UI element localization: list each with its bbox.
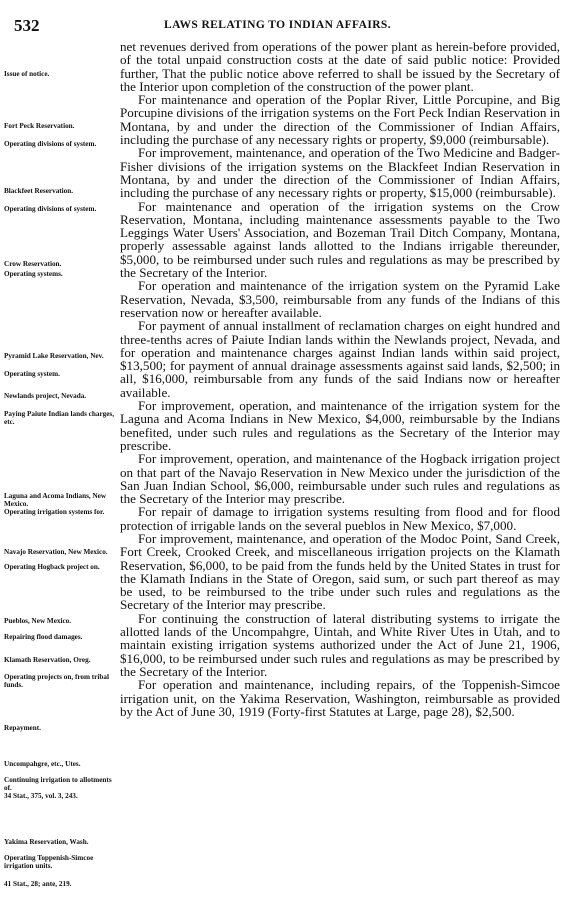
sidenote: Uncompahgre, etc., Utes. xyxy=(4,760,81,768)
paragraph: net revenues derived from operations of the power plant as herein-before provided, of the total unpaid construction costs at the date of said public notice: Provided further, That the public notice above referred to shall be issued by the Secretary of the Interior upon completion of the construction of the power plant. xyxy=(120,39,560,94)
sidenote: Operating divisions of system. xyxy=(4,205,97,213)
sidenote: Pyramid Lake Reservation, Nev. xyxy=(4,352,104,360)
sidenote: Yakima Reservation, Wash. xyxy=(4,838,89,846)
paragraph: For improvement, maintenance, and operation of the Modoc Point, Sand Creek, Fort Creek, Crooked Creek, and miscellaneous irrigation projects on the Klamath Reservation, $6,000, to be paid from the funds held by the United States in trust for the Klamath Indians in the State of Oregon, said sum, or such part thereof as may be used, to be reimbursed to the tribe under such rules and regulations as the Secretary of the Interior may prescribe. xyxy=(120,530,560,613)
sidenote: Issue of notice. xyxy=(4,70,50,78)
running-title: LAWS RELATING TO INDIAN AFFAIRS. xyxy=(164,19,391,31)
sidenote: Pueblos, New Mexico. xyxy=(4,617,72,625)
sidenote: Operating irrigation systems for. xyxy=(4,508,105,516)
sidenote: Blackfeet Reservation. xyxy=(4,187,74,195)
paragraph: For improvement, operation, and maintenance of the Hogback irrigation project on that part of the Navajo Reservation in New Mexico under the jurisdiction of the San Juan Indian School, $6,000, reimbursable under such rules and regulations as the Secretary of the Interior may prescribe. xyxy=(120,451,560,507)
sidenote: Operating Toppenish-Simcoe irrigation units. xyxy=(4,854,94,870)
paragraph: For improvement, maintenance, and operation of the Two Medicine and Badger-Fisher divisions of the irrigation systems on the Blackfeet Indian Reservation in Montana, by and under the direction of the Commissioner of Indian Affairs, including the purchase of any necessary rights or property, $15,000 (reimbursable). xyxy=(120,145,560,201)
paragraph: For payment of annual installment of reclamation charges on eight hundred and three-tenths acres of Paiute Indian lands within the Newlands project, Nevada, and for operation and maintenance charges against Indian lands within said project, $13,500; for payment of annual drainage assessments against said lands, $2,500; in all, $16,000, reimbursable from any funds of the said Indians now or hereafter available. xyxy=(120,318,560,400)
sidenote: Laguna and Acoma Indians, New Mexico. xyxy=(4,492,107,508)
sidenote: Operating system. xyxy=(4,370,60,378)
sidenote: Crow Reservation. xyxy=(4,260,62,268)
sidenote: Operating systems. xyxy=(4,270,63,278)
sidenote: Newlands project, Nevada. xyxy=(4,392,87,400)
sidenote: Klamath Reservation, Oreg. xyxy=(4,656,91,664)
sidenote: 41 Stat., 28; ante, 219. xyxy=(4,880,72,888)
sidenote: Fort Peck Reservation. xyxy=(4,122,75,130)
paragraph: For maintenance and operation of the irrigation systems on the Crow Reservation, Montana, including maintenance assessments payable to the Two Leggings Water Users' Association, and Bozeman Trail Ditch Company, Montana, properly assessable against lands allotted to the Indians irrigable thereunder, $5,000, to be reimbursed under such rules and regulations as may be prescribed by the Secretary of the Interior. xyxy=(120,198,560,281)
main-text xyxy=(120,40,560,718)
paragraph: For continuing the construction of lateral distributing systems to irrigate the allotted lands of the Uncompahgre, Uintah, and White River Utes in Utah, and to maintain existing irrigation systems authorized under the Act of June 21, 1906, $16,000, to be reimbursed under such rules and regulations as may be prescribed by the Secretary of the Interior. xyxy=(120,610,560,679)
sidenote: Operating projects on, from tribal funds. xyxy=(4,673,109,689)
sidenote: 34 Stat., 375, vol. 3, 243. xyxy=(4,792,78,800)
sidenotes-column xyxy=(0,0,120,905)
sidenote: Operating Hogback project on. xyxy=(4,563,100,571)
sidenote: Repairing flood damages. xyxy=(4,633,83,641)
sidenote: Paying Paiute Indian lands charges, etc. xyxy=(4,410,115,426)
paragraph: For maintenance and operation of the Poplar River, Little Porcupine, and Big Porcupine divisions of the irrigation systems on the Fort Peck Indian Reservation in Montana, by and under the direction of the Commissioner of Indian Affairs, including the purchase of any necessary rights or property, $9,000 (reimbursable). xyxy=(120,92,560,148)
sidenote: Continuing irrigation to allotments of. xyxy=(4,776,112,792)
page-number: 532 xyxy=(14,16,40,35)
paragraph: For operation and maintenance, including repairs, of the Toppenish-Simcoe irrigation unit, on the Yakima Reservation, Washington, reimbursable as provided by the Act of June 30, 1919 (Forty-first Statutes at Large, page 28), $2,500. xyxy=(120,677,560,719)
paragraph: For improvement, operation, and maintenance of the irrigation system for the Laguna and Acoma Indians in New Mexico, $4,000, reimbursable by the Indians benefited, under such rules and regulations as the Secretary of the Interior may prescribe. xyxy=(120,398,560,453)
sidenote: Navajo Reservation, New Mexico. xyxy=(4,548,108,556)
sidenote: Repayment. xyxy=(4,724,41,732)
paragraph: For repair of damage to irrigation systems resulting from flood and for flood protection of irrigable lands on the several pueblos in New Mexico, $7,000. xyxy=(120,504,560,533)
paragraph: For operation and maintenance of the irrigation system on the Pyramid Lake Reservation, Nevada, $3,500, reimbursable from any funds of the Indians of this reservation now or hereafter available. xyxy=(120,278,560,320)
sidenote: Operating divisions of system. xyxy=(4,140,97,148)
